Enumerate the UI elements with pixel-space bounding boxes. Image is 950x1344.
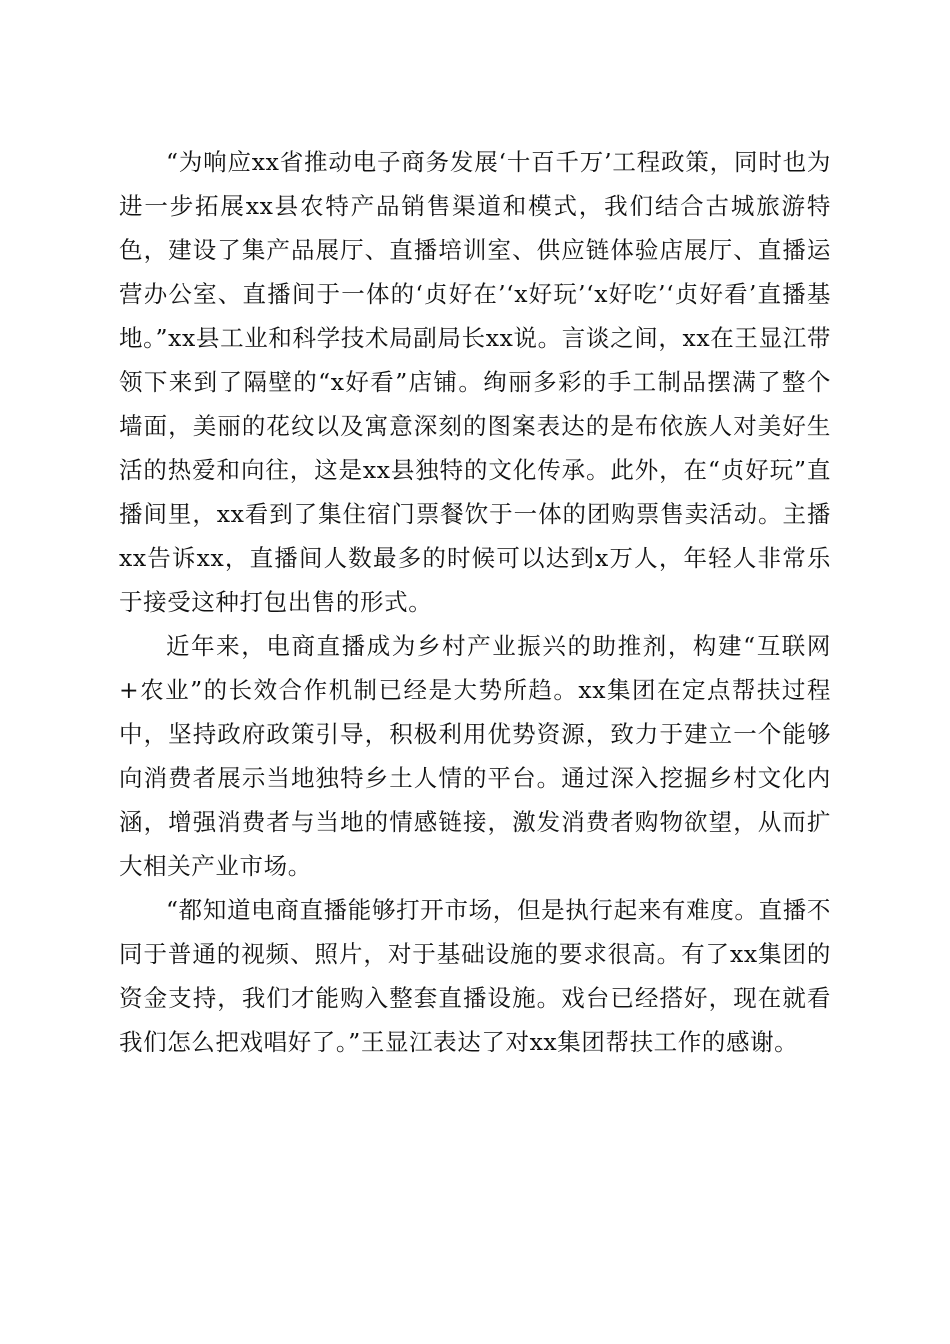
paragraph-1: “为响应xx省推动电子商务发展‘十百千万’工程政策，同时也为进一步拓展xx县农特产品销售渠道和模式，我们结合古城旅游特色，建设了集产品展厅、直播培训室、供应链体验店展厅、直播运营办公室、直播间于一体的‘贞好在’‘x好玩’‘x好吃’‘贞好看’直播基地。”xx县工业和科学技术局副局长xx说。言谈之间，xx在王显江带领下来到了隔壁的“x好看”店铺。绚丽多彩的手工制品摆满了整个墙面，美丽的花纹以及寓意深刻的图案表达的是布依族人对美好生活的热爱和向往，这是xx县独特的文化传承。此外，在“贞好玩”直播间里，xx看到了集住宿门票餐饮于一体的团购票售卖活动。主播xx告诉xx，直播间人数最多的时候可以达到x万人，年轻人非常乐于接受这种打包出售的形式。 <box>119 148 831 616</box>
paragraph-2: 近年来，电商直播成为乡村产业振兴的助推剂，构建“互联网+农业”的长效合作机制已经是大势所趋。xx集团在定点帮扶过程中，坚持政府政策引导，积极利用优势资源，致力于建立一个能够向消费者展示当地独特乡土人情的平台。通过深入挖掘乡村文化内涵，增强消费者与当地的情感链接，激发消费者购物欲望，从而扩大相关产业市场。 <box>119 632 831 880</box>
paragraph-3: “都知道电商直播能够打开市场，但是执行起来有难度。直播不同于普通的视频、照片，对于基础设施的要求很高。有了xx集团的资金支持，我们才能购入整套直播设施。戏台已经搭好，现在就看我们怎么把戏唱好了。”王显江表达了对xx集团帮扶工作的感谢。 <box>119 896 831 1056</box>
document-body <box>119 140 831 1064</box>
